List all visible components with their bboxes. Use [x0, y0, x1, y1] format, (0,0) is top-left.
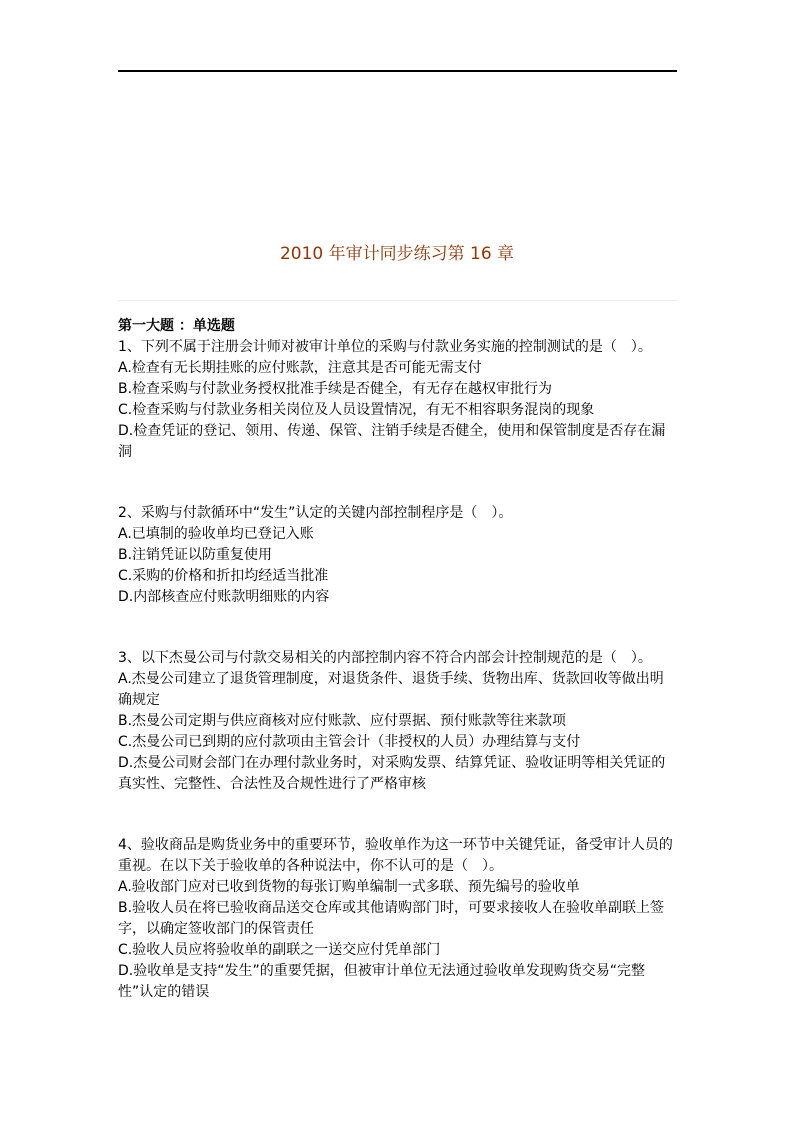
question-stem: 2、采购与付款循环中“发生”认定的关键内部控制程序是（ ）。	[118, 505, 513, 521]
question-option: D.内部核查应付账款明细账的内容	[118, 589, 330, 605]
question-option: B.检查采购与付款业务授权批准手续是否健全，有无存在越权审批行为	[118, 381, 553, 397]
question-option: B.验收人员在将已验收商品送交仓库或其他请购部门时，可要求接收人在验收单副联上签字，以确定签收部门的保管责任	[118, 900, 665, 937]
question-4	[118, 835, 676, 1003]
question-option: B.杰曼公司定期与供应商核对应付账款、应付票据、预付账款等往来款项	[118, 713, 567, 729]
question-stem: 3、以下杰曼公司与付款交易相关的内部控制内容不符合内部会计控制规范的是（ ）。	[118, 650, 652, 666]
question-option: D.杰曼公司财会部门在办理付款业务时，对采购发票、结算凭证、验收证明等相关凭证的真实性、完整性、合法性及合规性进行了严格审核	[118, 755, 666, 792]
question-option: A.验收部门应对已收到货物的每张订购单编制一式多联、预先编号的验收单	[118, 879, 580, 895]
question-option: C.检查采购与付款业务相关岗位及人员设置情况，有无不相容职务混岗的现象	[118, 402, 595, 418]
question-option: A.杰曼公司建立了退货管理制度，对退货条件、退货手续、货物出库、货款回收等做出明确规定	[118, 671, 664, 708]
question-option: D.检查凭证的登记、领用、传递、保管、注销手续是否健全，使用和保管制度是否存在漏洞	[118, 423, 666, 460]
question-2	[118, 503, 676, 608]
question-stem: 4、验收商品是购货业务中的重要环节，验收单作为这一环节中关键凭证，备受审计人员的重视。在以下关于验收单的各种说法中，你不认可的是（ ）。	[118, 837, 673, 874]
question-option: C.采购的价格和折扣均经适当批准	[118, 568, 329, 584]
header-rule	[118, 70, 677, 72]
section-heading: 第一大题 ：单选题	[118, 318, 235, 334]
question-option: A.已填制的验收单均已登记入账	[118, 526, 314, 542]
document-title: 2010 年审计同步练习第 16 章	[279, 244, 515, 264]
title-divider	[118, 300, 677, 301]
question-option: C.杰曼公司已到期的应付款项由主管会计（非授权的人员）办理结算与支付	[118, 734, 581, 750]
question-1	[118, 337, 676, 463]
document-body	[118, 316, 676, 1003]
question-option: D.验收单是支持“发生”的重要凭据，但被审计单位无法通过验收单发现购货交易“完整性”认定的错误	[118, 963, 645, 1000]
question-option: C.验收人员应将验收单的副联之一送交应付凭单部门	[118, 942, 441, 958]
question-3	[118, 648, 676, 795]
question-stem: 1、下列不属于注册会计师对被审计单位的采购与付款业务实施的控制测试的是（ ）。	[118, 339, 652, 355]
question-option: B.注销凭证以防重复使用	[118, 547, 273, 563]
question-option: A.检查有无长期挂账的应付账款，注意其是否可能无需支付	[118, 360, 482, 376]
